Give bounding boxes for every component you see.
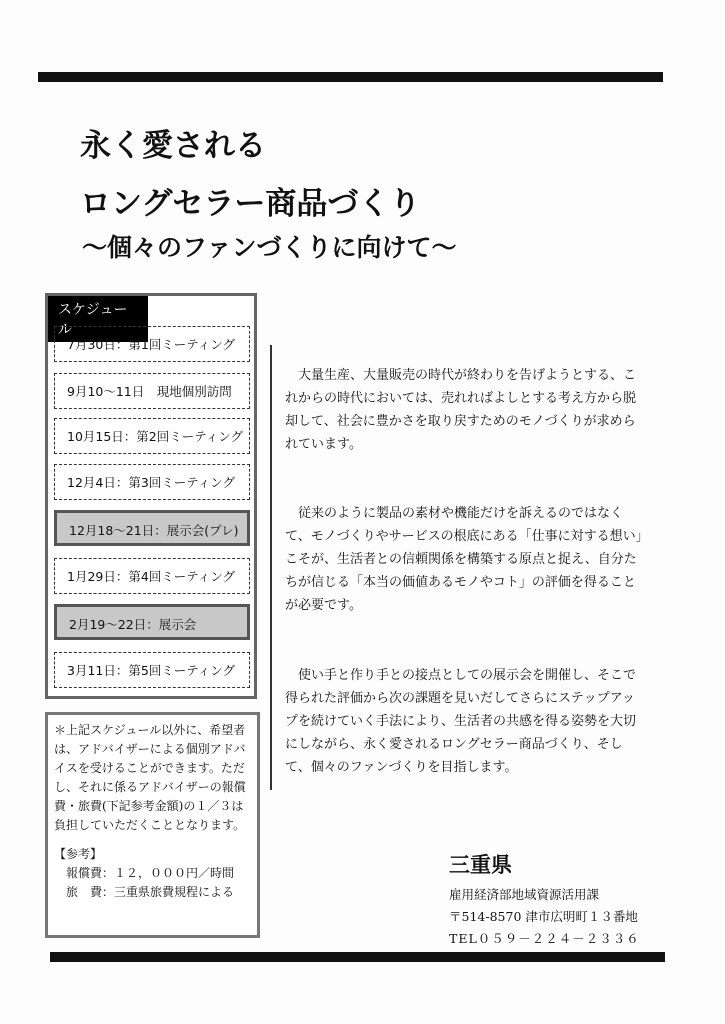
schedule-item: 7月30日：第1回ミーティング [54, 326, 250, 362]
note-text: ＊上記スケジュール以外に、希望者は、アドバイザーによる個別アドバイスを受けることができます。ただし、それに係るアドバイザーの報償費・旅費(下記参考金額)の１／３は負担していただくこととなります。 [54, 723, 246, 832]
schedule-item: 1月29日：第4回ミーティング [54, 558, 250, 594]
schedule-item: 10月15日：第2回ミーティング [54, 418, 250, 454]
schedule-item: 12月4日：第3回ミーティング [54, 464, 250, 500]
schedule-item: 12月18～21日：展示会(プレ) [54, 510, 250, 546]
body-paragraph-3: 使い手と作り手との接点としての展示会を開催し、そこで得られた評価から次の課題を見いだしてさらにステップアップを続けていく手法により、生活者の共感を得る姿勢を大切にしながら、永く愛されるロングセラー商品づくり、そして、個々のファンづくりを目指します。 [285, 668, 637, 775]
org-name: 三重県 [449, 853, 512, 877]
subtitle: ～個々のファンづくりに向けて～ [82, 233, 457, 262]
org-tel: TEL０５９－２２４－２３３６ [449, 931, 640, 946]
title-line-2: ロングセラー商品づくり [80, 186, 421, 222]
body-paragraph-2: 従来のように製品の素材や機能だけを訴えるのではなくて、モノづくりやサービスの根底にある「仕事に対する想い」こそが、生活者との信頼関係を構築する原点と捉え、自分たちが信じる「本当の価値あるモノやコト」の評価を得ることが必要です。 [285, 506, 643, 613]
body-paragraph-1: 大量生産、大量販売の時代が終わりを告げようとする、これからの時代においては、売れればよしとする考え方から脱却して、社会に豊かさを取り戻すためのモノづくりが求められています。 [285, 368, 637, 452]
note-box [45, 712, 260, 938]
reference-fee: 報償費：１２，０００円／時間 [66, 866, 235, 880]
divider-line [270, 345, 272, 790]
schedule-heading: スケジュール [48, 296, 148, 342]
top-rule [38, 72, 663, 82]
schedule-box [45, 293, 257, 699]
organization-block [449, 850, 640, 950]
org-dept: 雇用経済部地域資源活用課 [449, 887, 600, 902]
reference-travel: 旅 費：三重県旅費規程による [66, 885, 235, 899]
reference-heading: 【参考】 [54, 847, 103, 861]
schedule-item: 3月11日：第5回ミーティング [54, 652, 250, 688]
schedule-item: 9月10～11日 現地個別訪問 [54, 373, 250, 409]
title-line-1: 永く愛される [80, 128, 266, 164]
bottom-rule [50, 952, 665, 962]
schedule-item: 2月19～22日：展示会 [54, 604, 250, 640]
org-address: 〒514-8570 津市広明町１３番地 [449, 909, 638, 924]
